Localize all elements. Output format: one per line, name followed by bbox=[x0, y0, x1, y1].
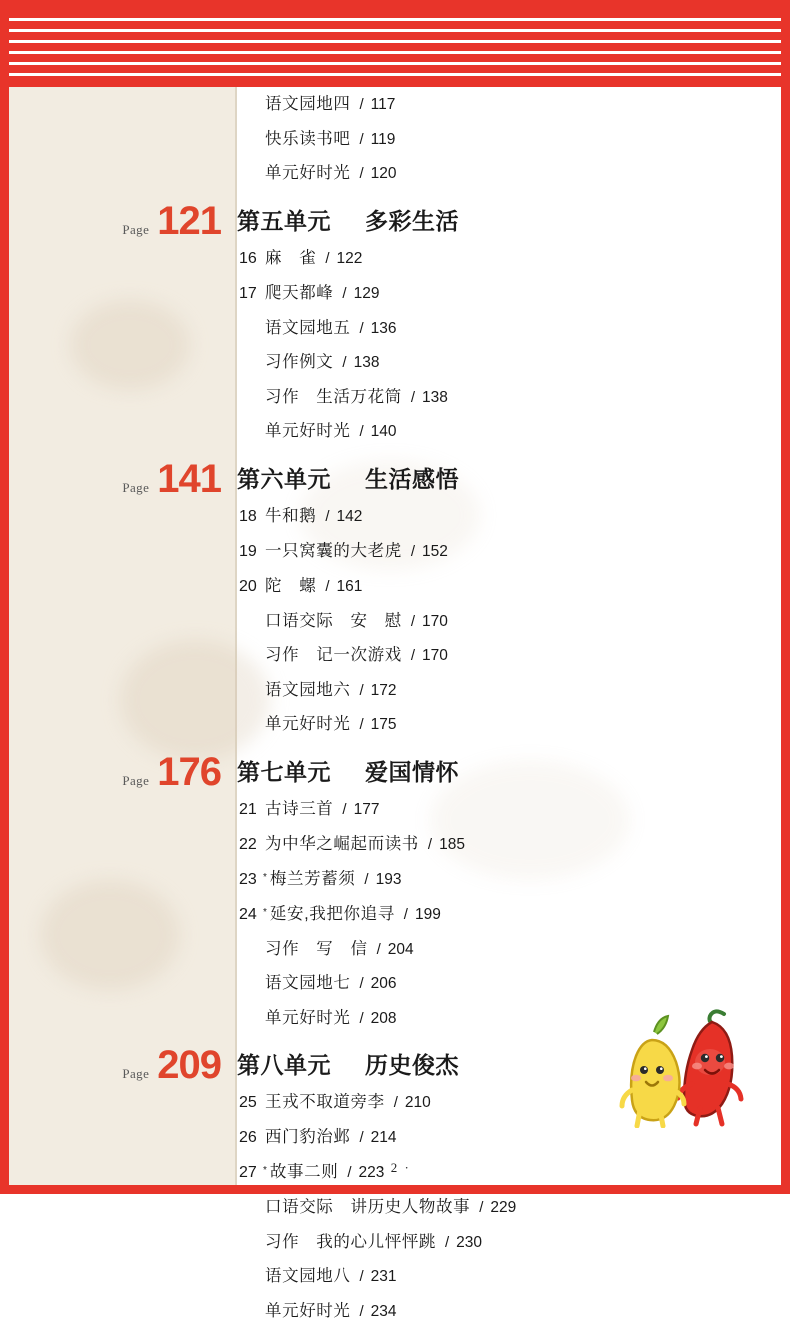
slash-separator: / bbox=[479, 1200, 483, 1215]
entry-body bbox=[237, 414, 781, 449]
page-folio: · 2 · bbox=[0, 1160, 790, 1176]
unit-theme: 历史俊杰 bbox=[365, 1052, 459, 1078]
toc-item-page: 234 bbox=[371, 1304, 397, 1320]
entry-body bbox=[237, 897, 781, 932]
toc-entry[interactable] bbox=[9, 276, 781, 311]
toc-entry[interactable] bbox=[9, 87, 781, 122]
toc-entry[interactable] bbox=[9, 862, 781, 897]
slash-separator: / bbox=[360, 1011, 364, 1026]
optional-lesson-star: * bbox=[263, 873, 267, 883]
entry-body bbox=[237, 604, 781, 639]
toc-item[interactable] bbox=[239, 241, 781, 276]
slash-separator: / bbox=[394, 1095, 398, 1110]
page-word-label: Page bbox=[122, 1066, 149, 1082]
toc-item[interactable] bbox=[239, 276, 781, 311]
entry-body bbox=[237, 156, 781, 191]
toc-item-label: 为中华之崛起而读书 bbox=[265, 836, 419, 853]
toc-item[interactable] bbox=[239, 1225, 781, 1260]
slash-separator: / bbox=[428, 837, 432, 852]
unit-title bbox=[237, 459, 781, 494]
page-word-label: Page bbox=[122, 480, 149, 496]
toc-item-label: 梅兰芳蓄须 bbox=[270, 871, 356, 888]
slash-separator: / bbox=[360, 717, 364, 732]
toc-item-page: 138 bbox=[422, 390, 448, 406]
unit-page-gutter bbox=[9, 459, 237, 499]
lesson-number: 20 bbox=[239, 579, 265, 595]
toc-item-label: 口语交际 讲历史人物故事 bbox=[265, 1199, 470, 1216]
toc-item[interactable] bbox=[239, 897, 781, 932]
toc-item-label: 语文园地八 bbox=[265, 1268, 351, 1285]
unit-title bbox=[237, 752, 781, 787]
toc-item-label: 习作 记一次游戏 bbox=[265, 647, 402, 664]
toc-item[interactable] bbox=[239, 87, 781, 122]
toc-item-page: 199 bbox=[415, 907, 441, 923]
slash-separator: / bbox=[360, 97, 364, 112]
toc-item-page: 142 bbox=[336, 509, 362, 525]
toc-item[interactable] bbox=[239, 380, 781, 415]
mascot-illustration bbox=[606, 998, 756, 1128]
toc-item-label: 单元好时光 bbox=[265, 1010, 351, 1027]
toc-entry[interactable] bbox=[9, 1259, 781, 1294]
lesson-number: 19 bbox=[239, 544, 265, 560]
lesson-number: 22 bbox=[239, 837, 265, 853]
lesson-number: 16 bbox=[239, 251, 265, 267]
toc-entry[interactable] bbox=[9, 569, 781, 604]
toc-item-label: 语文园地五 bbox=[265, 320, 351, 337]
toc-item-label: 一只窝囊的大老虎 bbox=[265, 543, 402, 560]
page-word-label: Page bbox=[122, 773, 149, 789]
slash-separator: / bbox=[325, 251, 329, 266]
toc-item[interactable] bbox=[239, 414, 781, 449]
entry-body bbox=[237, 311, 781, 346]
toc-item-label: 故事二则 bbox=[270, 1164, 338, 1181]
toc-entry[interactable] bbox=[9, 604, 781, 639]
toc-item-page: 120 bbox=[371, 166, 397, 182]
entry-body bbox=[237, 707, 781, 742]
lesson-number: 26 bbox=[239, 1130, 265, 1146]
toc-item-label: 陀 螺 bbox=[265, 578, 316, 595]
top-red-band bbox=[9, 9, 781, 87]
toc-item-page: 138 bbox=[354, 355, 380, 371]
slash-separator: / bbox=[325, 579, 329, 594]
unit-page-gutter bbox=[9, 201, 237, 241]
toc-item-label: 西门豹治邺 bbox=[265, 1129, 351, 1146]
entry-body bbox=[237, 792, 781, 827]
entry-body bbox=[237, 345, 781, 380]
slash-separator: / bbox=[411, 648, 415, 663]
toc-item-label: 爬天都峰 bbox=[265, 285, 333, 302]
toc-item[interactable] bbox=[239, 1294, 781, 1328]
toc-entry[interactable] bbox=[9, 122, 781, 157]
slash-separator: / bbox=[411, 390, 415, 405]
toc-item-page: 231 bbox=[371, 1269, 397, 1285]
entry-body bbox=[237, 569, 781, 604]
toc-entry[interactable] bbox=[9, 897, 781, 932]
toc-item[interactable] bbox=[239, 534, 781, 569]
toc-item-page: 129 bbox=[354, 286, 380, 302]
toc-item[interactable] bbox=[239, 638, 781, 673]
slash-separator: / bbox=[347, 1165, 351, 1180]
toc-item-page: 214 bbox=[371, 1130, 397, 1146]
toc-item[interactable] bbox=[239, 827, 781, 862]
unit-page-gutter bbox=[9, 1045, 237, 1085]
slash-separator: / bbox=[360, 683, 364, 698]
toc-item-page: 193 bbox=[376, 872, 402, 888]
slash-separator: / bbox=[404, 907, 408, 922]
toc-item-label: 单元好时光 bbox=[265, 423, 351, 440]
toc-item-page: 229 bbox=[490, 1200, 516, 1216]
toc-item-page: 170 bbox=[422, 614, 448, 630]
toc-list bbox=[9, 87, 781, 1328]
entry-body bbox=[237, 638, 781, 673]
toc-entry[interactable] bbox=[9, 707, 781, 742]
toc-entry[interactable] bbox=[9, 932, 781, 967]
slash-separator: / bbox=[342, 802, 346, 817]
slash-separator: / bbox=[411, 544, 415, 559]
toc-entry[interactable] bbox=[9, 1190, 781, 1225]
page-word-label: Page bbox=[122, 222, 149, 238]
toc-item-page: 206 bbox=[371, 976, 397, 992]
slash-separator: / bbox=[360, 166, 364, 181]
toc-item-label: 口语交际 安 慰 bbox=[265, 613, 402, 630]
toc-entry[interactable] bbox=[9, 792, 781, 827]
lesson-number: 27 bbox=[239, 1165, 265, 1181]
unit-start-page: 121 bbox=[157, 201, 221, 241]
toc-item-page: 152 bbox=[422, 544, 448, 560]
toc-item-page: 175 bbox=[371, 717, 397, 733]
unit-theme: 爱国情怀 bbox=[365, 759, 459, 785]
unit-title-body bbox=[237, 201, 781, 236]
lesson-number: 25 bbox=[239, 1095, 265, 1111]
toc-item[interactable] bbox=[239, 707, 781, 742]
entry-body bbox=[237, 122, 781, 157]
toc-item-label: 习作例文 bbox=[265, 354, 333, 371]
toc-item[interactable] bbox=[239, 311, 781, 346]
toc-item-page: 177 bbox=[354, 802, 380, 818]
toc-entry[interactable] bbox=[9, 827, 781, 862]
toc-entry[interactable] bbox=[9, 345, 781, 380]
slash-separator: / bbox=[360, 424, 364, 439]
toc-item-page: 161 bbox=[336, 579, 362, 595]
lesson-number: 24 bbox=[239, 907, 265, 923]
entry-body bbox=[237, 499, 781, 534]
unit-page-gutter bbox=[9, 752, 237, 792]
toc-item-page: 223 bbox=[358, 1165, 384, 1181]
unit-title-body bbox=[237, 752, 781, 787]
toc-entry[interactable] bbox=[9, 241, 781, 276]
toc-item-page: 140 bbox=[371, 424, 397, 440]
unit-start-page: 176 bbox=[157, 752, 221, 792]
entry-body bbox=[237, 1294, 781, 1328]
toc-item-label: 王戎不取道旁李 bbox=[265, 1094, 385, 1111]
toc-entry[interactable] bbox=[9, 156, 781, 191]
unit-name: 第五单元 bbox=[237, 208, 331, 234]
toc-item[interactable] bbox=[239, 932, 781, 967]
toc-item-page: 122 bbox=[336, 251, 362, 267]
entry-body bbox=[237, 534, 781, 569]
slash-separator: / bbox=[360, 1130, 364, 1145]
unit-theme: 生活感悟 bbox=[365, 466, 459, 492]
lesson-number: 17 bbox=[239, 286, 265, 302]
unit-name: 第六单元 bbox=[237, 466, 331, 492]
slash-separator: / bbox=[445, 1235, 449, 1250]
toc-item-label: 麻 雀 bbox=[265, 250, 316, 267]
slash-separator: / bbox=[360, 1304, 364, 1319]
toc-item[interactable] bbox=[239, 345, 781, 380]
toc-item[interactable] bbox=[239, 862, 781, 897]
toc-item-label: 单元好时光 bbox=[265, 716, 351, 733]
unit-theme: 多彩生活 bbox=[365, 208, 459, 234]
unit-header[interactable] bbox=[9, 201, 781, 241]
toc-item-page: 119 bbox=[371, 132, 396, 148]
slash-separator: / bbox=[360, 976, 364, 991]
slash-separator: / bbox=[360, 321, 364, 336]
unit-start-page: 141 bbox=[157, 459, 221, 499]
slash-separator: / bbox=[360, 132, 364, 147]
unit-header[interactable] bbox=[9, 459, 781, 499]
lesson-number: 18 bbox=[239, 509, 265, 525]
toc-entry[interactable] bbox=[9, 311, 781, 346]
unit-start-page: 209 bbox=[157, 1045, 221, 1085]
toc-item[interactable] bbox=[239, 569, 781, 604]
slash-separator: / bbox=[342, 286, 346, 301]
toc-item[interactable] bbox=[239, 499, 781, 534]
entry-body bbox=[237, 276, 781, 311]
toc-item-label: 延安,我把你追寻 bbox=[270, 906, 395, 923]
toc-item-label: 语文园地七 bbox=[265, 975, 351, 992]
slash-separator: / bbox=[342, 355, 346, 370]
toc-entry[interactable] bbox=[9, 638, 781, 673]
toc-item-label: 语文园地四 bbox=[265, 96, 351, 113]
lesson-number: 23 bbox=[239, 872, 265, 888]
toc-item[interactable] bbox=[239, 792, 781, 827]
toc-entry[interactable] bbox=[9, 1294, 781, 1328]
entry-body bbox=[237, 1190, 781, 1225]
toc-entry[interactable] bbox=[9, 414, 781, 449]
toc-item-page: 208 bbox=[371, 1011, 397, 1027]
entry-body bbox=[237, 1225, 781, 1260]
toc-item-page: 136 bbox=[371, 321, 397, 337]
red-chili-character bbox=[678, 1011, 741, 1124]
toc-item-label: 快乐读书吧 bbox=[265, 131, 351, 148]
slash-separator: / bbox=[360, 1269, 364, 1284]
toc-item[interactable] bbox=[239, 122, 781, 157]
yellow-sprout-character bbox=[622, 1016, 684, 1126]
toc-item-label: 习作 我的心儿怦怦跳 bbox=[265, 1234, 436, 1251]
entry-body bbox=[237, 673, 781, 708]
toc-item[interactable] bbox=[239, 156, 781, 191]
entry-body bbox=[237, 827, 781, 862]
toc-entry[interactable] bbox=[9, 673, 781, 708]
toc-item-label: 语文园地六 bbox=[265, 682, 351, 699]
toc-item[interactable] bbox=[239, 604, 781, 639]
toc-item[interactable] bbox=[239, 1190, 781, 1225]
toc-item-page: 230 bbox=[456, 1235, 482, 1251]
unit-title-body bbox=[237, 459, 781, 494]
entry-body bbox=[237, 862, 781, 897]
entry-body bbox=[237, 966, 781, 1001]
toc-item[interactable] bbox=[239, 966, 781, 1001]
entry-body bbox=[237, 380, 781, 415]
entry-body bbox=[237, 1259, 781, 1294]
entry-body bbox=[237, 932, 781, 967]
toc-entry[interactable] bbox=[9, 534, 781, 569]
toc-item[interactable] bbox=[239, 1259, 781, 1294]
optional-lesson-star: * bbox=[263, 1166, 267, 1176]
unit-header[interactable] bbox=[9, 752, 781, 792]
lesson-number: 21 bbox=[239, 802, 265, 818]
optional-lesson-star: * bbox=[263, 908, 267, 918]
toc-entry[interactable] bbox=[9, 499, 781, 534]
toc-entry[interactable] bbox=[9, 380, 781, 415]
toc-item-label: 习作 生活万花筒 bbox=[265, 389, 402, 406]
unit-name: 第七单元 bbox=[237, 759, 331, 785]
toc-item-label: 古诗三首 bbox=[265, 801, 333, 818]
slash-separator: / bbox=[411, 614, 415, 629]
toc-item-page: 170 bbox=[422, 648, 448, 664]
slash-separator: / bbox=[364, 872, 368, 887]
toc-item-label: 牛和鹅 bbox=[265, 508, 316, 525]
toc-item-page: 185 bbox=[439, 837, 465, 853]
unit-title bbox=[237, 201, 781, 236]
toc-item-label: 单元好时光 bbox=[265, 165, 351, 182]
toc-item-label: 习作 写 信 bbox=[265, 941, 368, 958]
toc-item-page: 204 bbox=[388, 942, 414, 958]
toc-item-page: 210 bbox=[405, 1095, 431, 1111]
toc-entry[interactable] bbox=[9, 966, 781, 1001]
entry-body bbox=[237, 241, 781, 276]
toc-item-page: 172 bbox=[371, 683, 397, 699]
unit-name: 第八单元 bbox=[237, 1052, 331, 1078]
slash-separator: / bbox=[377, 942, 381, 957]
toc-item[interactable] bbox=[239, 673, 781, 708]
toc-entry[interactable] bbox=[9, 1225, 781, 1260]
toc-item-page: 117 bbox=[371, 97, 396, 113]
toc-item-label: 单元好时光 bbox=[265, 1303, 351, 1320]
entry-body bbox=[237, 87, 781, 122]
slash-separator: / bbox=[325, 509, 329, 524]
